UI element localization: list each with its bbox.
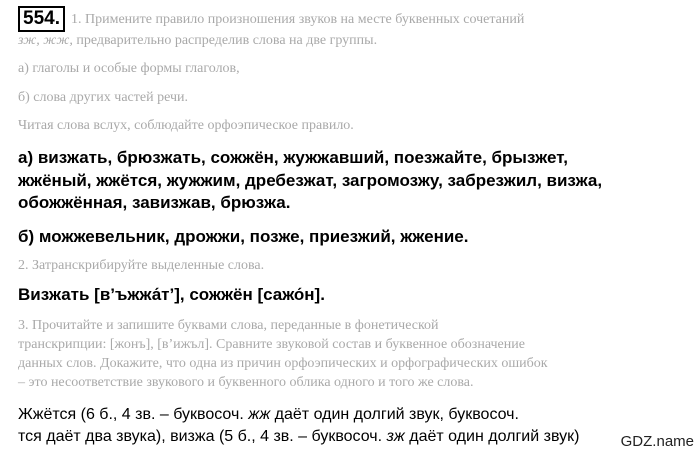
task1-line1: 1. Примените правило произношения звуков на месте буквенных сочетаний [70,12,525,28]
answer-3-line1 [18,406,519,424]
exercise-number: 554. [18,6,65,32]
answer-3-line2 [18,428,579,446]
task3-line1: 3. Прочитайте и запишите буквами слова, переданные в фонетической [18,318,439,333]
task3-line2: транскрипции: [жонъ], [в’ижъл]. Сравните звуковой состав и буквенное обозначение [18,337,525,352]
task1-line2 [18,33,377,49]
answer-a-line2: жжёный, жжётся, жужжим, дребезжат, загромозжу, забрезжил, визжа, [18,171,603,190]
answer-a-line1: а) визжать, брюзжать, сожжён, жужжавший, поезжайте, брызжет, [18,148,568,167]
answer-3-line1-letters: жж [248,406,271,423]
task2-text: 2. Затранскрибируйте выделенные слова. [18,258,265,273]
task3-line3: данных слов. Докажите, что одна из причин орфоэпических и орфографических ошибок [18,356,548,371]
watermark-text: GDZ.name [620,433,694,450]
task1-line2-text: предварительно распределив слова на две группы. [72,33,378,48]
answer-3-line2-a: тся даёт два звука), визжа (5 б., 4 зв. – буквосоч. [18,428,387,445]
answer-b: б) можжевельник, дрожжи, позже, приезжий, жжение. [18,227,469,246]
task1-letters: зж, жж, [18,33,73,48]
group-b-label: б) слова других частей речи. [18,90,188,105]
instruction-text: Читая слова вслух, соблюдайте орфоэпическое правило. [18,118,354,133]
answer-3-line1-a: Жжётся (6 б., 4 зв. – буквосоч. [18,406,249,423]
answer-3-line2-letters: зж [386,428,405,445]
answer-a-line3: обожжённая, завизжав, брюзжа. [18,193,291,212]
answer-2: Визжать [в’ъжжа́т’], сожжён [сажо́н]. [18,285,325,304]
group-a-label: а) глаголы и особые формы глаголов, [18,61,240,76]
task3-line4: – это несоответствие звукового и буквенного облика одного и того же слова. [18,375,474,390]
answer-3-line1-b: даёт один долгий звук, буквосоч. [270,406,519,423]
exercise-header [18,6,524,32]
answer-3-line2-b: даёт один долгий звук) [404,428,580,445]
